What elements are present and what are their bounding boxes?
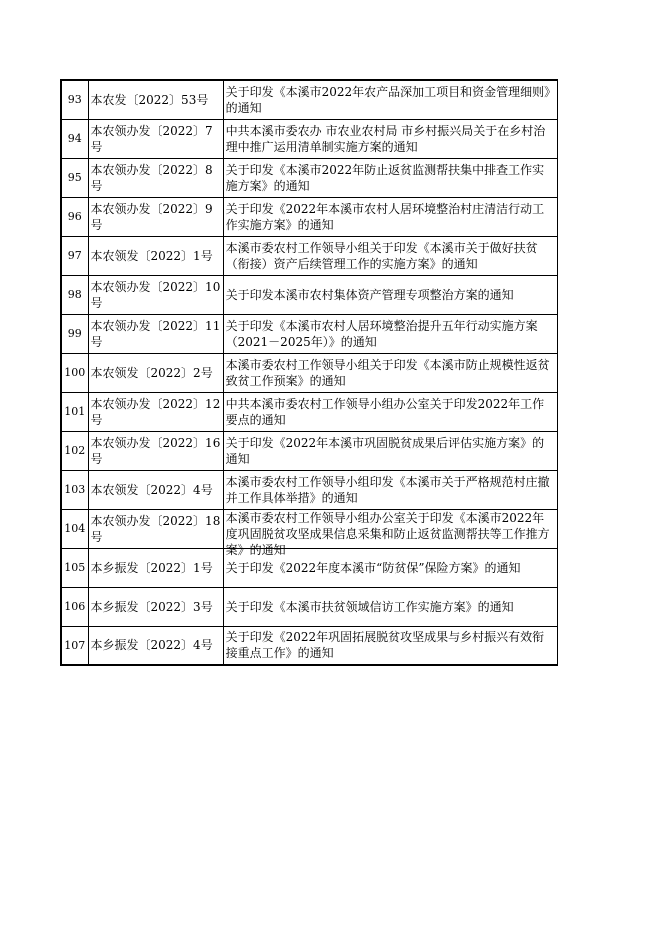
row-number: 94: [61, 119, 88, 158]
document-code: 本农领发〔2022〕4号: [90, 482, 213, 497]
document-code: 本农领办发〔2022〕16号: [90, 435, 221, 466]
document-code: 本乡振发〔2022〕3号: [90, 599, 213, 614]
table-row: [61, 236, 558, 275]
document-table: [60, 79, 558, 666]
row-number: 100: [61, 353, 88, 392]
document-title-cell: [223, 431, 557, 470]
table-row: [61, 509, 558, 548]
table-row: [61, 470, 558, 509]
table-row: [61, 314, 558, 353]
document-title-cell: [223, 353, 557, 392]
document-code-cell: [88, 314, 223, 353]
document-title-cell: [223, 275, 557, 314]
document-code-cell: [88, 119, 223, 158]
table-row: [61, 275, 558, 314]
document-title: 关于印发《2022年巩固拓展脱贫攻坚成果与乡村振兴有效衔接重点工作》的通知: [225, 630, 545, 661]
table-row: [61, 197, 558, 236]
document-title: 关于印发本溪市农村集体资产管理专项整治方案的通知: [225, 287, 514, 302]
document-code-cell: [88, 431, 223, 470]
document-title-cell: [223, 392, 557, 431]
document-title-cell: [223, 587, 557, 626]
row-number: 96: [61, 197, 88, 236]
document-code-cell: [88, 275, 223, 314]
document-title: 关于印发《2022年本溪市巩固脱贫成果后评估实施方案》的通知: [225, 435, 545, 466]
table-row: [61, 587, 558, 626]
table-row: [61, 80, 558, 119]
document-code-cell: [88, 80, 223, 119]
document-title-cell: [223, 80, 557, 119]
document-code-cell: [88, 548, 223, 587]
document-code: 本农领办发〔2022〕11号: [90, 318, 221, 349]
document-code: 本农领办发〔2022〕7号: [90, 123, 213, 154]
row-number: 97: [61, 236, 88, 275]
document-code: 本农领办发〔2022〕10号: [90, 279, 221, 310]
document-code-cell: [88, 626, 223, 665]
row-number: 107: [61, 626, 88, 665]
table-row: [61, 119, 558, 158]
document-title-cell: [223, 236, 557, 275]
document-title: 关于印发《本溪市农村人居环境整治提升五年行动实施方案（2021－2025年）》的通知: [225, 318, 538, 349]
row-number: 98: [61, 275, 88, 314]
document-title: 关于印发《2022年本溪市农村人居环境整治村庄清洁行动工作实施方案》的通知: [225, 201, 545, 232]
row-number: 93: [61, 80, 88, 119]
document-code: 本乡振发〔2022〕1号: [90, 560, 213, 575]
document-code-cell: [88, 197, 223, 236]
table-row: [61, 548, 558, 587]
document-code-cell: [88, 509, 223, 548]
row-number: 106: [61, 587, 88, 626]
document-code-cell: [88, 587, 223, 626]
document-title-cell: [223, 509, 557, 557]
document-title: 中共本溪市委农村工作领导小组办公室关于印发2022年工作要点的通知: [225, 396, 545, 427]
row-number: 105: [61, 548, 88, 587]
document-code: 本农领发〔2022〕2号: [90, 365, 213, 380]
row-number: 102: [61, 431, 88, 470]
document-title: 关于印发《2022年度本溪市“防贫保”保险方案》的通知: [225, 560, 521, 575]
document-code: 本农领办发〔2022〕8号: [90, 162, 213, 193]
document-code-cell: [88, 158, 223, 197]
table-row: [61, 431, 558, 470]
document-title: 本溪市委农村工作领导小组办公室关于印发《本溪市2022年度巩固脱贫攻坚成果信息采集和防止返贫监测帮扶等工作推方案》的通知: [225, 510, 550, 557]
document-title-cell: [223, 626, 557, 665]
table-row: [61, 626, 558, 665]
document-code-cell: [88, 392, 223, 431]
document-code-cell: [88, 470, 223, 509]
table-row: [61, 158, 558, 197]
document-title-cell: [223, 470, 557, 509]
row-number: 104: [61, 509, 88, 548]
table-row: [61, 353, 558, 392]
document-title-cell: [223, 119, 557, 158]
document-title: 关于印发《本溪市2022年农产品深加工项目和资金管理细则》的通知: [225, 84, 551, 115]
document-title: 本溪市委农村工作领导小组关于印发《本溪市防止规模性返贫致贫工作预案》的通知: [225, 357, 550, 388]
document-code-cell: [88, 353, 223, 392]
document-code: 本乡振发〔2022〕4号: [90, 638, 213, 653]
table-body: [61, 80, 558, 665]
document-title-cell: [223, 314, 557, 353]
document-title: 关于印发《本溪市扶贫领域信访工作实施方案》的通知: [225, 599, 514, 614]
row-number: 95: [61, 158, 88, 197]
document-code: 本农领发〔2022〕1号: [90, 248, 213, 263]
document-title: 本溪市委农村工作领导小组印发《本溪市关于严格规范村庄撤并工作具体举措》的通知: [225, 474, 550, 505]
document-title: 中共本溪市委农办 市农业农村局 市乡村振兴局关于在乡村治理中推广运用清单制实施方案的通知: [225, 123, 546, 154]
document-title-cell: [223, 197, 557, 236]
row-number: 99: [61, 314, 88, 353]
document-title-cell: [223, 158, 557, 197]
document-code-cell: [88, 236, 223, 275]
row-number: 103: [61, 470, 88, 509]
document-code: 本农领办发〔2022〕9号: [90, 201, 213, 232]
table-row: [61, 392, 558, 431]
document-code: 本农领办发〔2022〕18号: [90, 513, 221, 544]
document-code: 本农发〔2022〕53号: [90, 92, 209, 107]
document-code: 本农领办发〔2022〕12号: [90, 396, 221, 427]
document-title: 关于印发《本溪市2022年防止返贫监测帮扶集中排查工作实施方案》的通知: [225, 162, 545, 193]
row-number: 101: [61, 392, 88, 431]
document-title: 本溪市委农村工作领导小组关于印发《本溪市关于做好扶贫（衔接）资产后续管理工作的实施方案》的通知: [225, 240, 538, 271]
